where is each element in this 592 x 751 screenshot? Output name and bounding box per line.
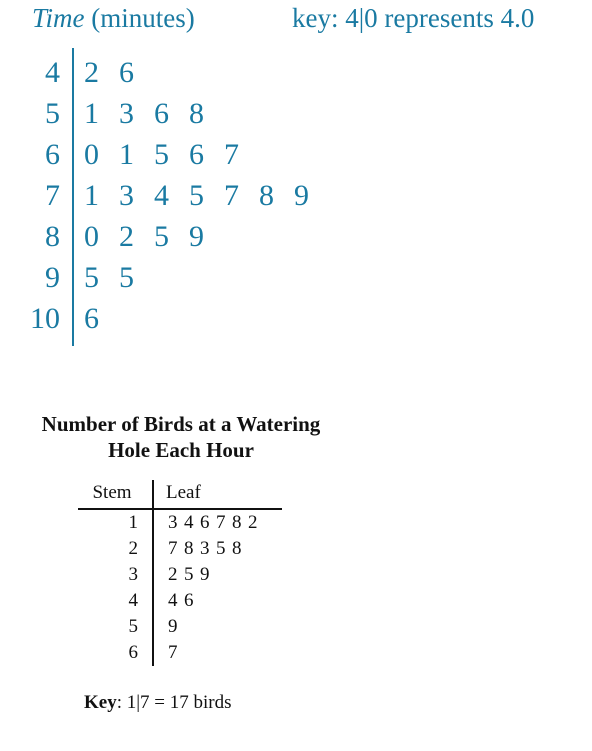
leaf-list (168, 510, 264, 536)
leaf-value: 5 (84, 261, 99, 294)
birds-title-line2: Hole Each Hour (108, 438, 254, 462)
leaf-list (84, 259, 154, 297)
stem-row (0, 259, 592, 297)
birds-plot-key (84, 692, 232, 714)
leaf-list (168, 640, 184, 666)
leaf-value: 9 (294, 179, 309, 212)
stem-value: 3 (128, 564, 138, 585)
leaf-value: 5 (184, 564, 194, 585)
leaf-value: 5 (189, 179, 204, 212)
stem-row (0, 588, 592, 614)
leaf-value: 7 (216, 512, 226, 533)
leaf-value: 9 (200, 564, 210, 585)
stem-row (0, 95, 592, 133)
leaf-value: 2 (84, 56, 99, 89)
stem-value: 8 (45, 220, 60, 253)
leaf-value: 8 (232, 538, 242, 559)
leaf-value: 4 (154, 179, 169, 212)
stem-row (0, 510, 592, 536)
leaf-list (84, 300, 119, 338)
birds-title-line1: Number of Birds at a Watering (41, 412, 321, 436)
stem-row (0, 54, 592, 92)
stem-row (0, 177, 592, 215)
leaf-value: 6 (189, 138, 204, 171)
leaf-list (168, 536, 248, 562)
leaf-list (84, 95, 224, 133)
stem-row (0, 300, 592, 338)
leaf-value: 1 (84, 97, 99, 130)
leaf-value: 4 (184, 512, 194, 533)
leaf-value: 3 (168, 512, 178, 533)
stem-value: 6 (128, 642, 138, 663)
key-label: Key (84, 692, 117, 713)
leaf-value: 4 (168, 590, 178, 611)
leaf-value: 3 (119, 179, 134, 212)
leaf-value: 5 (216, 538, 226, 559)
leaf-list (84, 218, 224, 256)
leaf-value: 2 (119, 220, 134, 253)
stem-row (0, 562, 592, 588)
time-title-italic: Time (32, 3, 85, 33)
leaf-value: 5 (154, 138, 169, 171)
time-stem-leaf-plot (0, 0, 592, 360)
leaf-value: 3 (119, 97, 134, 130)
stem-row (0, 218, 592, 256)
leaf-value: 7 (168, 642, 178, 663)
stem-row (0, 640, 592, 666)
stem-value: 2 (128, 538, 138, 559)
birds-stem-leaf-plot (0, 400, 592, 751)
leaf-value: 9 (189, 220, 204, 253)
leaf-value: 7 (224, 138, 239, 171)
stem-row (0, 614, 592, 640)
leaf-value: 7 (224, 179, 239, 212)
stem-column-header: Stem (92, 482, 132, 503)
leaf-value: 9 (168, 616, 178, 637)
stem-value: 1 (128, 512, 138, 533)
time-title-rest: (minutes) (84, 3, 195, 33)
leaf-value: 3 (200, 538, 210, 559)
leaf-list (168, 562, 216, 588)
leaf-value: 0 (84, 138, 99, 171)
leaf-value: 6 (184, 590, 194, 611)
stem-row (0, 536, 592, 562)
leaf-list (84, 54, 154, 92)
stem-value: 5 (45, 97, 60, 130)
leaf-value: 5 (119, 261, 134, 294)
time-plot-title (32, 3, 195, 34)
stem-value: 10 (30, 302, 60, 335)
stem-value: 7 (45, 179, 60, 212)
stem-value: 6 (45, 138, 60, 171)
leaf-list (168, 588, 200, 614)
leaf-column-header: Leaf (166, 482, 201, 503)
leaf-value: 6 (200, 512, 210, 533)
leaf-value: 7 (168, 538, 178, 559)
leaf-list (84, 177, 329, 215)
leaf-value: 6 (84, 302, 99, 335)
stem-value: 4 (128, 590, 138, 611)
leaf-value: 8 (189, 97, 204, 130)
time-plot-key: key: 4|0 represents 4.0 (292, 3, 535, 33)
leaf-value: 6 (119, 56, 134, 89)
leaf-value: 2 (168, 564, 178, 585)
leaf-list (168, 614, 184, 640)
stem-row (0, 136, 592, 174)
key-text: : 1|7 = 17 birds (116, 692, 232, 713)
leaf-value: 5 (154, 220, 169, 253)
leaf-value: 1 (84, 179, 99, 212)
stem-value: 5 (128, 616, 138, 637)
leaf-value: 2 (248, 512, 258, 533)
stem-value: 4 (45, 56, 60, 89)
leaf-value: 8 (232, 512, 242, 533)
leaf-value: 1 (119, 138, 134, 171)
leaf-value: 6 (154, 97, 169, 130)
leaf-value: 8 (259, 179, 274, 212)
leaf-value: 8 (184, 538, 194, 559)
stem-value: 9 (45, 261, 60, 294)
leaf-value: 0 (84, 220, 99, 253)
leaf-list (84, 136, 259, 174)
